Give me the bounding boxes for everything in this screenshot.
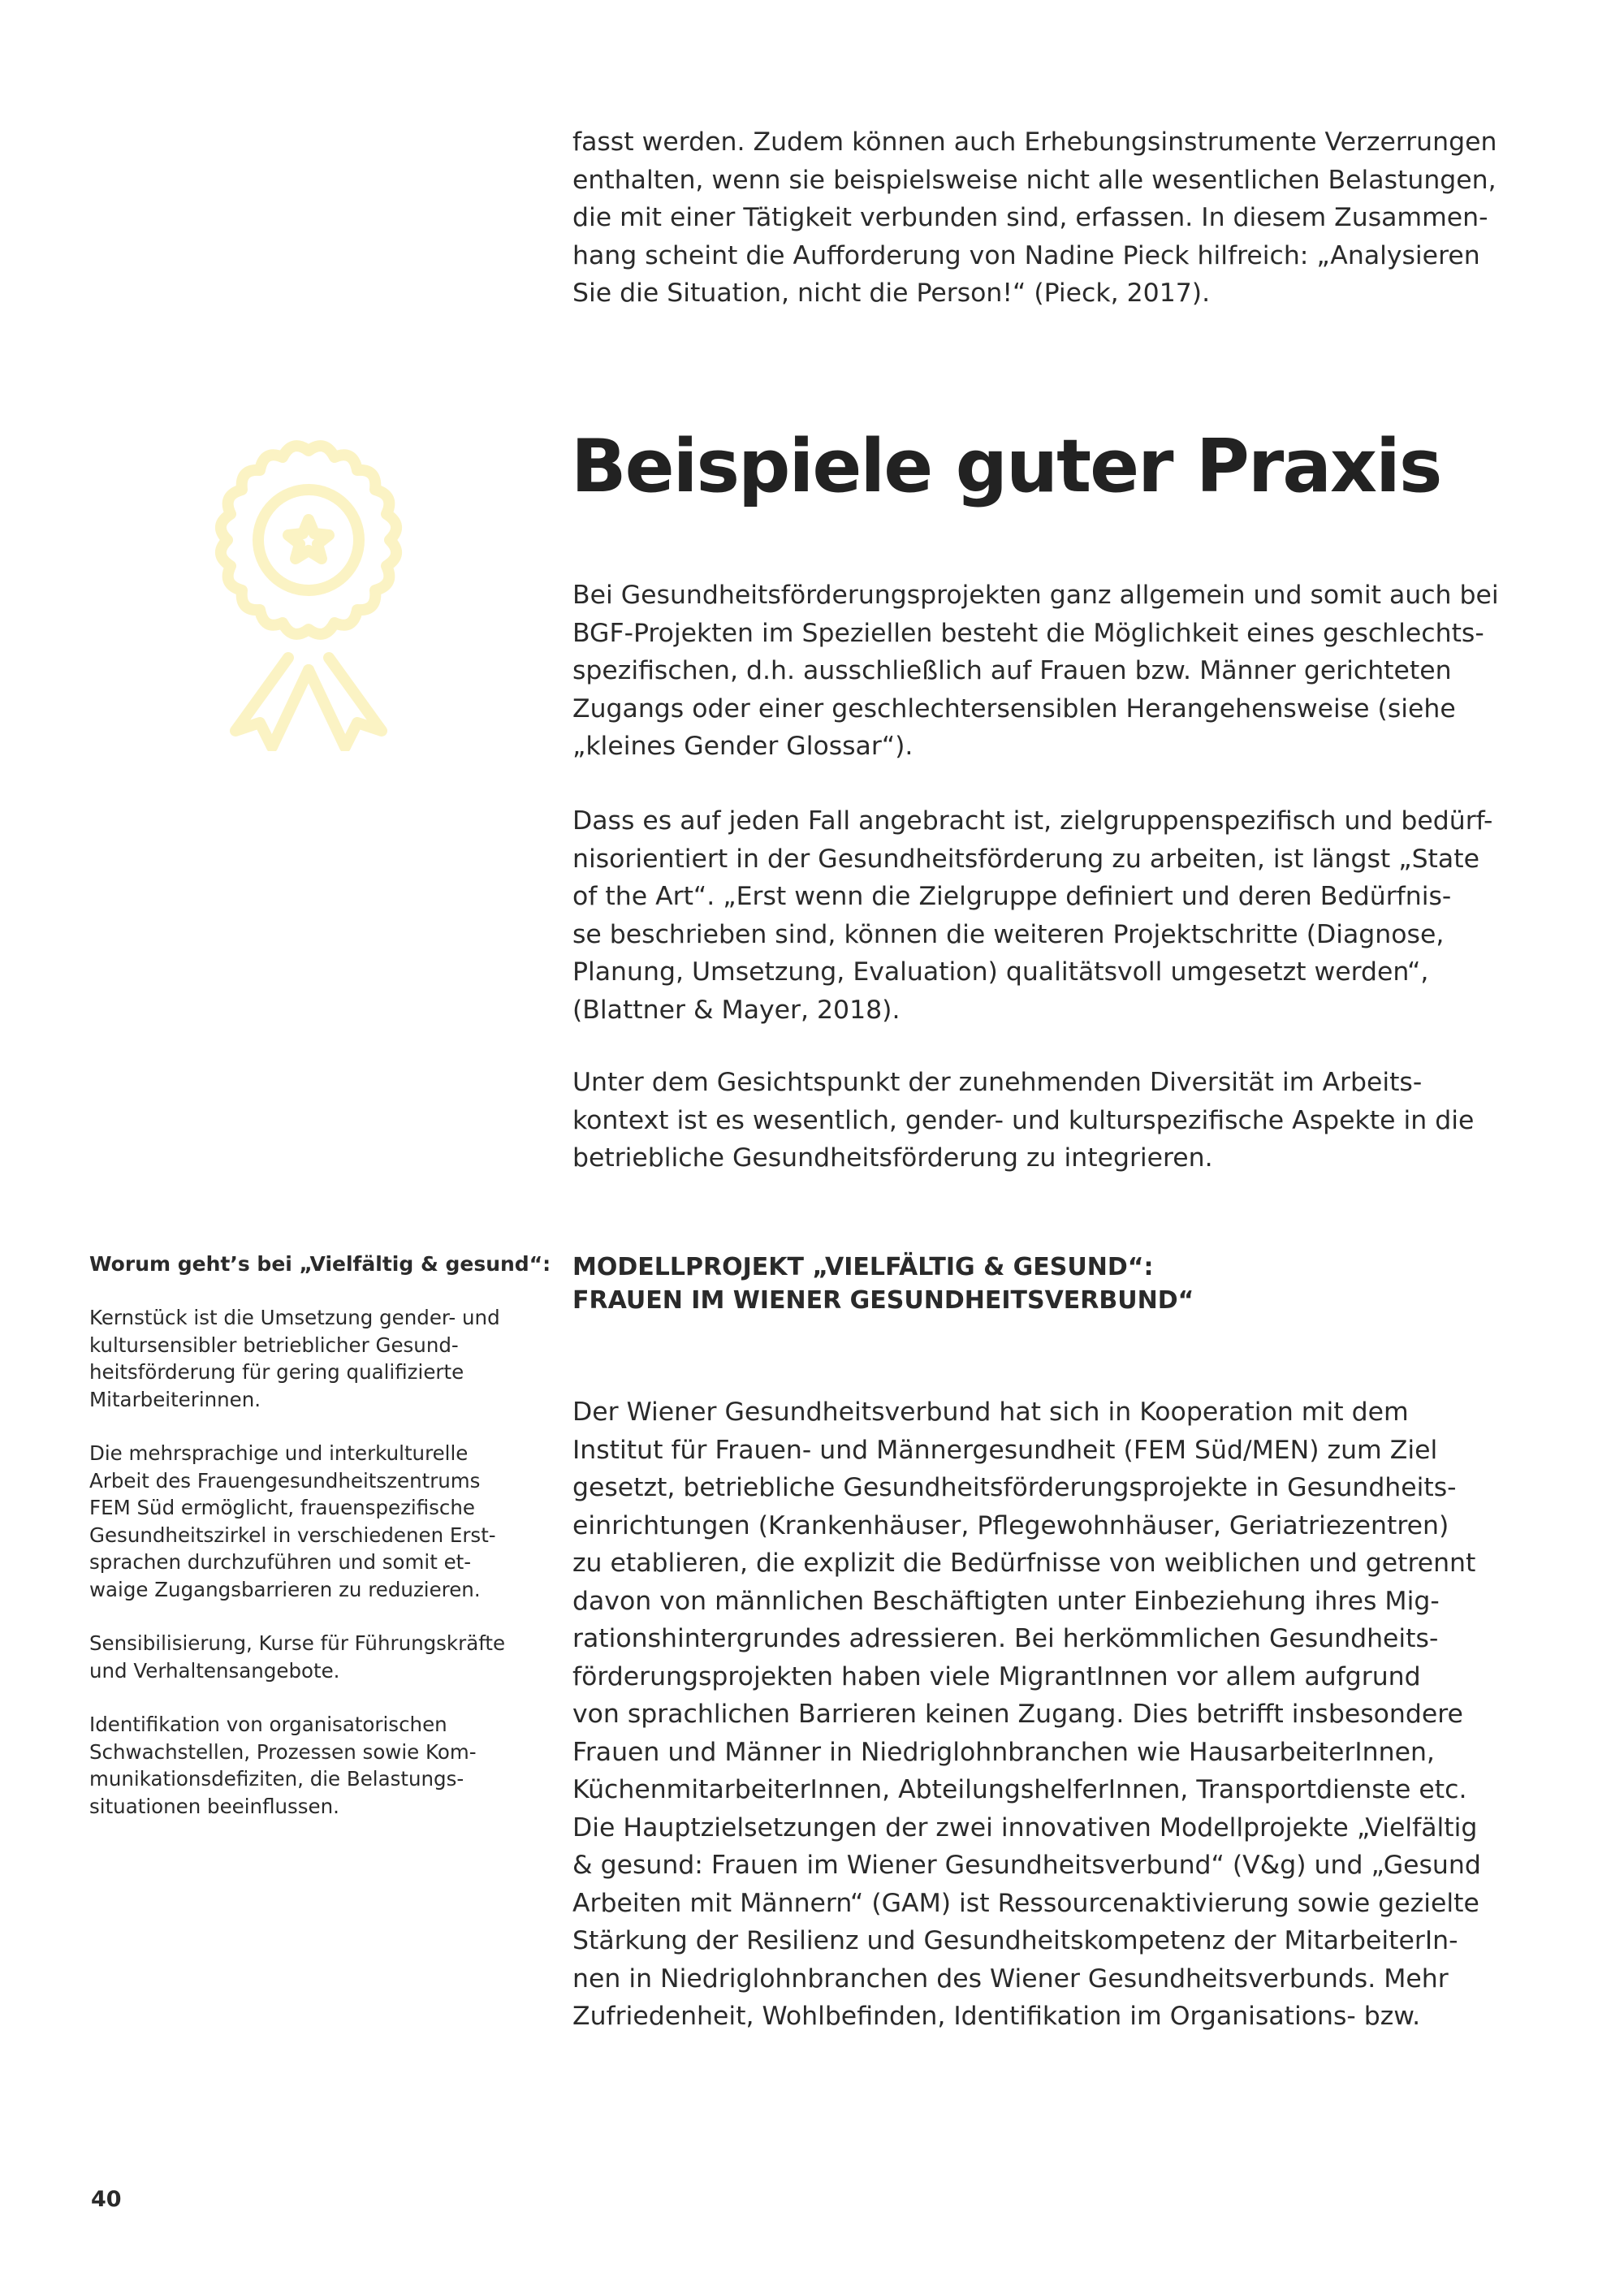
text-line: FEM Süd ermöglicht, frauenspezifische [89,1496,475,1519]
intro-paragraph [572,123,1497,313]
text-line: Zugangs oder einer geschlechtersensiblen Herangehensweise (siehe [572,693,1456,724]
text-line: und Verhaltensangebote. [89,1658,340,1683]
text-line: Gesundheitszirkel in verschiedenen Erst- [89,1523,496,1547]
sidebar-paragraph [89,1711,544,1820]
text-line: Stärkung der Resilienz und Gesundheitskompetenz der MitarbeiterIn- [572,1926,1458,1955]
text-line: Der Wiener Gesundheitsverbund hat sich in Kooperation mit dem [572,1398,1409,1427]
text-line: Die Hauptzielsetzungen der zwei innovativen Modellprojekte „Vielfältig [572,1812,1478,1843]
body-paragraph [572,802,1493,1029]
text-line: gesetzt, betriebliche Gesundheitsförderungsprojekte in Gesundheits- [572,1473,1457,1502]
text-line: BGF-Projekten im Speziellen besteht die Möglichkeit eines geschlechts- [572,618,1484,648]
text-line: se beschrieben sind, können die weiteren Projektschritte (Diagnose, [572,919,1445,949]
title-line: FRAUEN IM WIENER GESUNDHEITSVERBUND“ [572,1286,1194,1315]
text-line: Identifikation von organisatorischen [89,1713,447,1736]
text-line: „kleines Gender Glossar“). [572,732,914,761]
text-line: munikationsdefiziten, die Belastungs- [89,1767,464,1791]
text-line: sprachen durchzuführen und somit et- [89,1550,472,1574]
text-line: rationshintergrundes adressieren. Bei herkömmlichen Gesundheits- [572,1624,1439,1653]
sidebar-title: Worum geht’s bei „Vielfältig & gesund“: [89,1252,551,1276]
text-line: hang scheint die Aufforderung von Nadine Pieck hilfreich: „Analysieren [572,240,1480,270]
text-line: spezifischen, d.h. ausschließlich auf Frauen bzw. Männer gerichteten [572,656,1452,685]
modellprojekt-body [572,1393,1482,2036]
body-paragraph [572,1064,1482,1177]
text-line: Bei Gesundheitsförderungsprojekten ganz allgemein und somit auch bei [572,581,1499,610]
text-line: von sprachlichen Barrieren keinen Zugang. Dies betrifft insbesondere [572,1700,1463,1729]
text-line: Mitarbeiterinnen. [89,1387,261,1411]
text-line: heitsförderung für gering qualifizierte [89,1360,464,1384]
award-ribbon-icon [195,434,422,751]
text-line: Unter dem Gesichtspunkt der zunehmenden Diversität im Arbeits- [572,1068,1423,1097]
text-line: Sie die Situation, nicht die Person!“ (Pieck, 2017). [572,279,1211,308]
text-line: nen in Niedriglohnbranchen des Wiener Gesundheitsverbunds. Mehr [572,1963,1449,1994]
body-paragraph [572,577,1499,766]
text-line: Arbeit des Frauengesundheitszentrums [89,1468,481,1493]
text-line: Schwachstellen, Prozessen sowie Kom- [89,1739,477,1764]
text-line: Zufriedenheit, Wohlbefinden, Identifikation im Organisations- bzw. [572,2002,1421,2031]
text-line: kultursensibler betrieblicher Gesund- [89,1333,459,1357]
sidebar-paragraph [89,1304,544,1413]
text-line: KüchenmitarbeiterInnen, AbteilungshelferInnen, Transportdienste etc. [572,1775,1467,1804]
text-line: einrichtungen (Krankenhäuser, Pflegewohnhäuser, Geriatriezentren) [572,1510,1449,1540]
page-number: 40 [91,2187,122,2212]
text-line: kontext ist es wesentlich, gender- und kulturspezifische Aspekte in die [572,1105,1475,1135]
text-line: enthalten, wenn sie beispielsweise nicht alle wesentlichen Belastungen, [572,165,1497,195]
text-line: nisorientiert in der Gesundheitsförderung zu arbeiten, ist längst „State [572,844,1479,874]
sidebar-paragraph [89,1440,544,1603]
modellprojekt-title [572,1251,1482,1317]
text-line: Sensibilisierung, Kurse für Führungskräfte [89,1631,506,1655]
text-line: die mit einer Tätigkeit verbunden sind, erfassen. In diesem Zusammen- [572,203,1488,232]
section-heading: Beispiele guter Praxis [571,424,1441,509]
sidebar-paragraph [89,1630,544,1684]
text-line: & gesund: Frauen im Wiener Gesundheitsverbund“ (V&g) und „Gesund [572,1851,1481,1880]
text-line: fasst werden. Zudem können auch Erhebungsinstrumente Verzerrungen [572,127,1497,157]
text-line: Kernstück ist die Umsetzung gender- und [89,1306,500,1329]
title-line: MODELLPROJEKT „VIELFÄLTIG & GESUND“: [572,1253,1154,1281]
text-line: Die mehrsprachige und interkulturelle [89,1441,469,1465]
text-line: waige Zugangsbarrieren zu reduzieren. [89,1577,481,1601]
text-line: förderungsprojekten haben viele MigrantInnen vor allem aufgrund [572,1661,1421,1691]
text-line: davon von männlichen Beschäftigten unter Einbeziehung ihres Mig- [572,1586,1440,1616]
text-line: Arbeiten mit Männern“ (GAM) ist Ressourcenaktivierung sowie gezielte [572,1888,1479,1918]
text-line: Planung, Umsetzung, Evaluation) qualitätsvoll umgesetzt werden“, [572,957,1429,987]
text-line: zu etablieren, die explizit die Bedürfnisse von weiblichen und getrennt [572,1549,1476,1578]
sidebar-box [89,1251,551,1847]
text-line: of the Art“. „Erst wenn die Zielgruppe definiert und deren Bedürfnis- [572,882,1452,911]
text-line: situationen beeinflussen. [89,1794,339,1818]
text-line: (Blattner & Mayer, 2018). [572,995,901,1025]
text-line: Institut für Frauen- und Männergesundheit (FEM Süd/MEN) zum Ziel [572,1435,1438,1465]
text-line: betriebliche Gesundheitsförderung zu integrieren. [572,1143,1213,1173]
text-line: Frauen und Männer in Niedriglohnbranchen wie HausarbeiterInnen, [572,1737,1435,1767]
text-line: Dass es auf jeden Fall angebracht ist, zielgruppenspezifisch und bedürf- [572,806,1493,836]
